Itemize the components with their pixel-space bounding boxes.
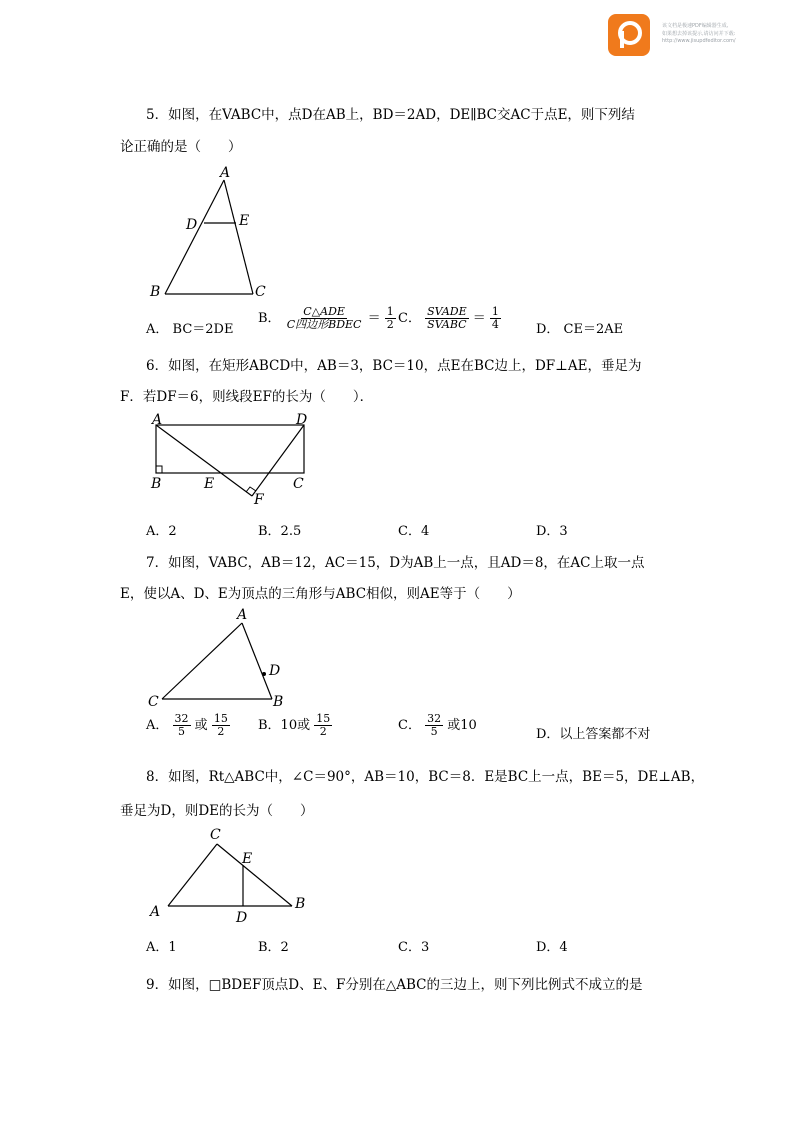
q7-figure: [140, 605, 300, 710]
q5-option-a[interactable]: A． BC＝2DE: [146, 322, 234, 337]
q9-line-1: 9．如图，□BDEF顶点D、E、F分别在△ABC的三边上，则下列比例式不成立的是: [146, 977, 643, 993]
q6-label-c: C: [293, 476, 304, 492]
q8-label-c: C: [210, 827, 221, 843]
q8-label-a: A: [150, 904, 161, 920]
q7-line-1: 7．如图，VABC，AB＝12，AC＝15，D为AB上一点，且AD＝8，在AC上取一点: [146, 555, 645, 571]
q5-option-c[interactable]: C． $\frac{\text{SVADE}}{\text{SVABC}}$ ＝ $\frac{1}{4}$: [398, 305, 499, 332]
pdf-editor-logo-icon: [608, 14, 650, 56]
q5-line-1: 5．如图，在VABC中，点D在AB上，BD＝2AD，DE∥BC交AC于点E，则下列结: [146, 107, 635, 123]
q8-figure: [140, 822, 320, 932]
q6-options: [146, 520, 706, 540]
q5-label-e: E: [239, 213, 250, 229]
q7-option-a[interactable]: A． $\frac{32}{5}$ 或 $\frac{15}{2}$: [146, 712, 228, 739]
q6-option-c[interactable]: C．4: [398, 524, 430, 539]
q8-option-b[interactable]: B．2: [258, 940, 289, 955]
q6-label-e: E: [204, 476, 215, 492]
q6-line-2: F．若DF＝6，则线段EF的长为（ ）．: [120, 389, 374, 405]
q7-label-a: A: [237, 607, 248, 623]
q6-label-a: A: [152, 412, 163, 428]
q6-option-a[interactable]: A．2: [146, 524, 177, 539]
watermark-line-2: 如果想去掉该提示,请访问并下载:: [662, 31, 736, 37]
q5-options: [146, 306, 706, 346]
q5-label-c: C: [255, 284, 266, 300]
q7-label-b: B: [273, 694, 284, 710]
q8-label-b: B: [295, 896, 306, 912]
q7-option-c[interactable]: C． $\frac{32}{5}$ 或10: [398, 712, 477, 739]
q8-label-e: E: [242, 851, 253, 867]
q5-option-b[interactable]: B． $\frac{\text{C△ADE}}{\text{C四边形BDEC}}$ ＝ $\frac{1}{2}$: [258, 305, 394, 332]
q6-label-f: F: [254, 492, 264, 508]
q7-line-2: E，使以A、D、E为顶点的三角形与ABC相似，则AE等于（ ）: [120, 586, 521, 602]
q8-line-1: 8．如图，Rt△ABC中，∠C＝90°，AB＝10，BC＝8．E是BC上一点，BE＝5，DE⊥AB，: [146, 769, 705, 785]
q5-line-2: 论正确的是（ ）: [120, 139, 242, 155]
q8-line-2: 垂足为D，则DE的长为（ ）: [120, 803, 314, 819]
q7-options: [146, 713, 706, 753]
q6-option-b[interactable]: B．2.5: [258, 524, 302, 539]
q5-label-d: D: [186, 217, 198, 233]
q7-label-c: C: [148, 694, 159, 710]
q5-label-b: B: [150, 284, 161, 300]
q5-label-a: A: [220, 165, 231, 181]
q6-line-1: 6．如图，在矩形ABCD中，AB＝3，BC＝10，点E在BC边上，DF⊥AE，垂足为: [146, 358, 642, 374]
q5-figure: [140, 165, 280, 300]
q5-option-d[interactable]: D． CE＝2AE: [536, 322, 624, 337]
q8-options: [146, 936, 706, 956]
watermark-line-1: 该文档是极速PDF编辑器生成,: [662, 23, 729, 29]
q6-option-d[interactable]: D．3: [536, 524, 568, 539]
q6-label-b: B: [151, 476, 162, 492]
q8-option-d[interactable]: D．4: [536, 940, 568, 955]
q7-label-d: D: [269, 663, 281, 679]
q7-option-d[interactable]: D．以上答案都不对: [536, 727, 651, 742]
q8-option-a[interactable]: A．1: [146, 940, 177, 955]
q8-option-c[interactable]: C．3: [398, 940, 430, 955]
watermark-line-3: http://www.jisupdfeditor.com/: [662, 38, 736, 44]
q8-label-d: D: [236, 910, 248, 926]
q7-option-b[interactable]: B．10或 $\frac{15}{2}$: [258, 712, 331, 739]
q6-figure: [140, 410, 320, 510]
q6-label-d: D: [296, 412, 308, 428]
